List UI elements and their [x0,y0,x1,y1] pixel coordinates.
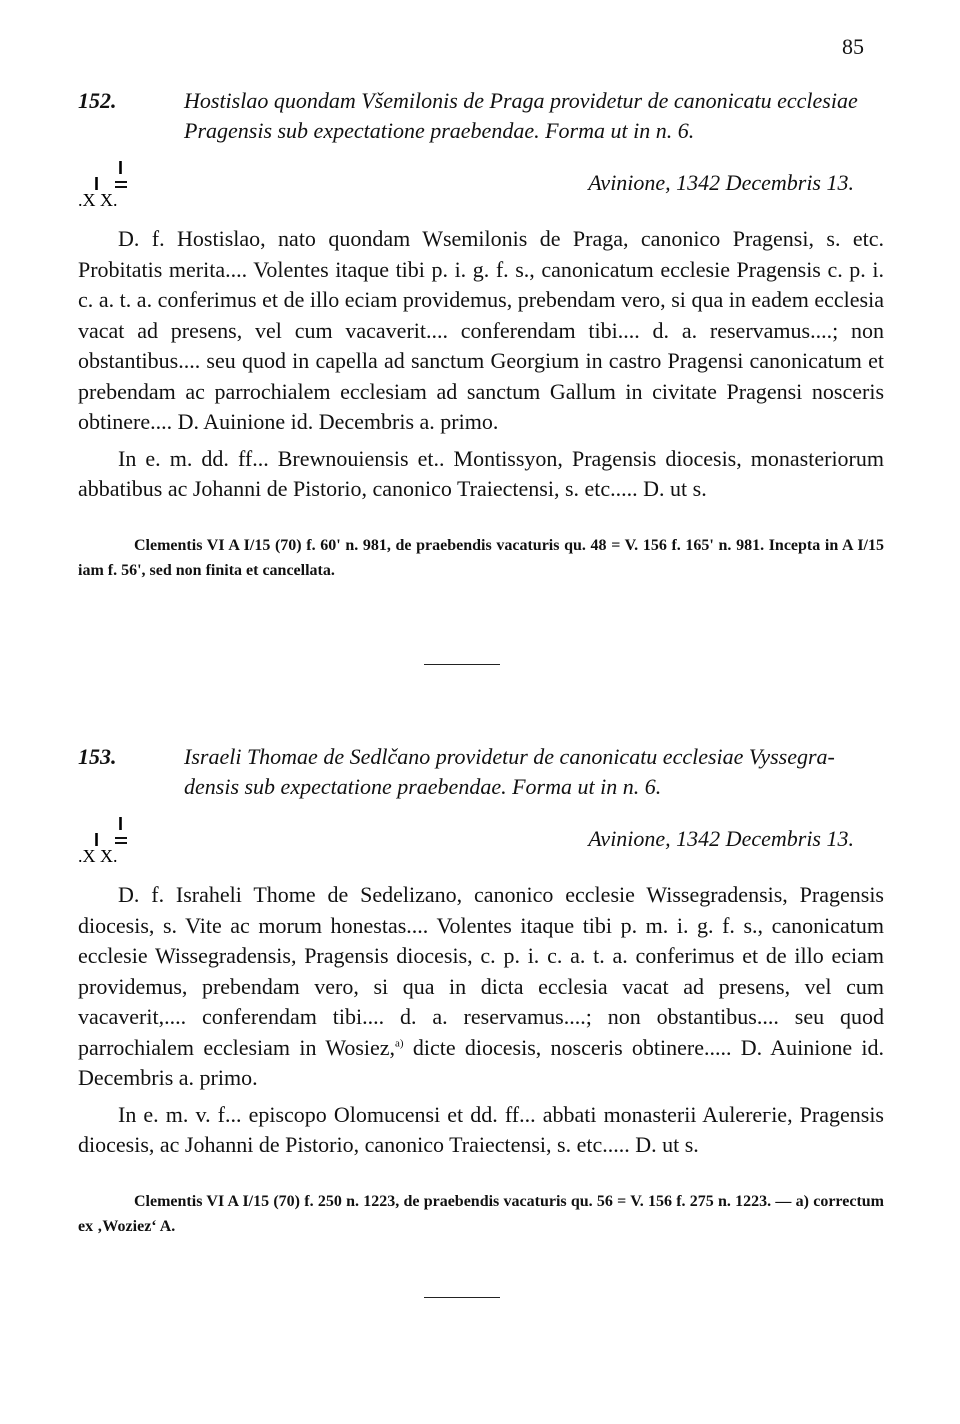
body-text-start: D. f. Israheli Thome de Sedelizano, canonico ecclesie Wissegradensis, Pragensis diocesis, s. Vite ac morum honestas.... Volentes itaque tibi p. m. i. g. f. s., canonicatum ecclesie Wissegradensis, Pragensis diocesis, c. p. i. c. a. t. a. conferimus et de illo eciam providemus, prebendam vero, si qua in dicta ecclesia vacat ad presens, vel cum vacaverit,.... conferendam tibi.... d. a. reservamus....; non obstantibus.... seu quod parrochialem ecclesiam in Wosiez, [78,882,884,1060]
entry-title-line-1: Hostislao quondam Všemilonis de Praga providetur de canonicatu ecclesiae [184,88,858,113]
mark-top: I [118,158,124,178]
body-paragraph: In e. m. dd. ff... Brewnouiensis et.. Montissyon, Pragensis diocesis, monasteriorum abbatibus ac Johanni de Pistorio, canonico Traiectensi, s. etc..... D. ut s. [78,445,884,501]
body-text-end: dicte diocesis, nosceris obtinere..... D. Auinione id. Decembris a. primo. [78,1034,884,1090]
mark-bottom: .X X. [78,190,118,210]
entry-heading [78,742,884,802]
section-divider [424,1297,500,1298]
body-paragraph: D. f. Hostislao, nato quondam Wsemilonis de Praga, canonico Pragensi, s. etc. Probitatis merita.... Volentes itaque tibi p. i. g. f. s., canonicatum ecclesie Pragensis c. p. i. c. a. t. a. conferimus et de illo eciam providemus, prebendam vero, si qua in eadem ecclesia vacat ad presens, vel cum vacaverit.... conferendam tibi.... d. a. reservamus....; non obstantibus.... seu quod in capella ad sanctum Georgium in castro Pragensi canonicatum et prebendam ac parrochialem ecclesiam ad sanctum Gallum in civitate Pragensi nosceris obtinere.... D. Auinione id. Decembris a. primo. [78,226,884,434]
chronology-mark [78,812,168,868]
entry-body [78,880,884,1161]
mark-top: I [118,814,124,834]
place-date: Avinione, 1342 Decembris 13. [588,170,854,195]
page-number: 85 [842,34,864,59]
entry-153 [78,742,884,1239]
entry-title-line-2: densis sub expectatione praebendae. Forma ut in n. 6. [184,774,662,799]
source-note: Clementis VI A I/15 (70) f. 250 n. 1223, de praebendis vacaturis qu. 56 = V. 156 f. 275 n. 1223. — a) correctum ex ‚Woziez‘ A. [78,1192,884,1235]
mark-mid: I [94,174,100,194]
entry-body [78,224,884,505]
section-divider [424,664,500,665]
body-paragraph [78,880,884,1094]
body-paragraph: In e. m. v. f... episcopo Olomucensi et dd. ff... abbati monasterii Aulerегie, Pragensis diocesis, ac Johanni de Pistorio, canonico Traiectensi, s. etc..... D. ut s. [78,1101,884,1157]
chronology-mark [78,156,168,212]
footnote-mark: a) [395,1037,404,1050]
entry-number: 153. [78,744,117,769]
place-date: Avinione, 1342 Decembris 13. [588,826,854,851]
mark-mid: I [94,830,100,850]
entry-title-line-2: Pragensis sub expectatione praebendae. Forma ut in n. 6. [184,118,695,143]
entry-152 [78,86,884,583]
entry-heading [78,86,884,146]
entry-meta [78,812,884,868]
entry-title-line-1: Israeli Thomae de Sedlčano providetur de canonicatu ecclesiae Vyssegra- [184,744,835,769]
mark-bottom: .X X. [78,846,118,866]
entry-meta [78,156,884,212]
entry-number: 152. [78,88,117,113]
source-note: Clementis VI A I/15 (70) f. 60' n. 981, de praebendis vacaturis qu. 48 = V. 156 f. 165' n. 981. Incepta in A I/15 iam f. 56', sed non finita et cancellata. [78,536,884,579]
